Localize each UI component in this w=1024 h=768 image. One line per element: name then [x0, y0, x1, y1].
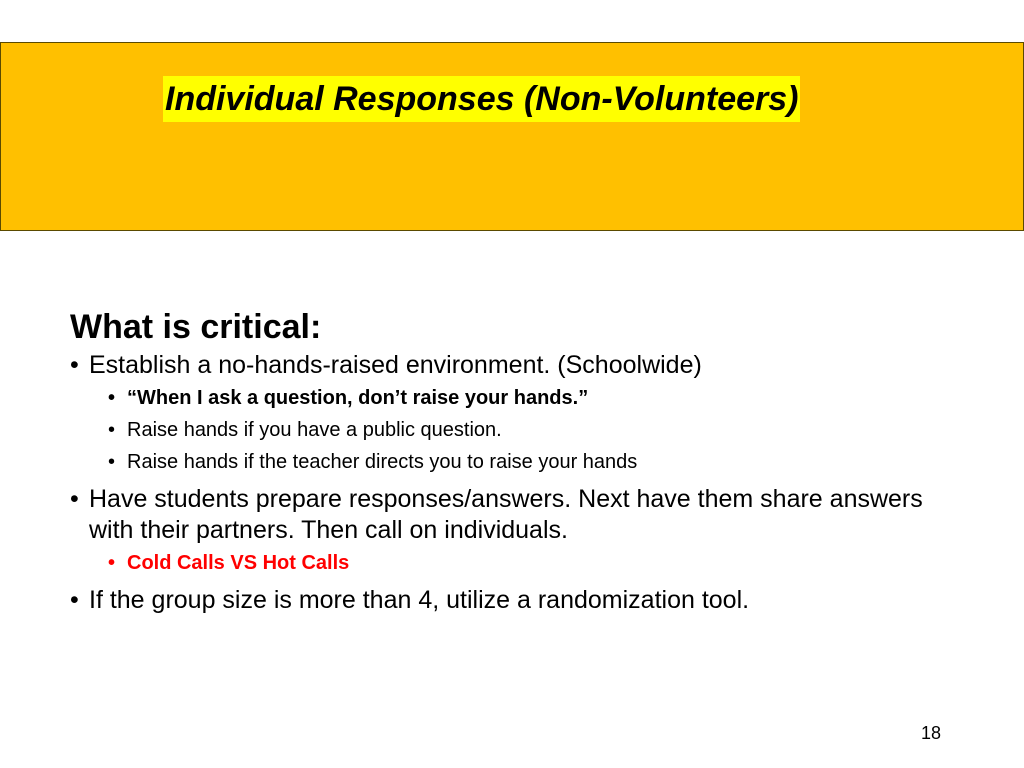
slide-title: Individual Responses (Non-Volunteers)	[163, 76, 800, 122]
sub-bullet-text: Raise hands if you have a public question.	[127, 419, 502, 441]
page-number: 18	[921, 723, 942, 743]
header-band	[0, 42, 1024, 231]
bullet-list	[70, 350, 970, 616]
sub-bullet-dot: •	[108, 451, 116, 473]
bullet-dot: •	[70, 485, 79, 513]
bullet-text: Have students prepare responses/answers. Next have them share answers with their partners. Then call on individuals.	[89, 485, 923, 544]
sub-bullet-item-highlight	[108, 547, 970, 579]
slide-content	[70, 306, 970, 622]
sub-bullet-item	[108, 446, 970, 478]
sub-bullet-list	[108, 382, 970, 478]
bullet-item-3	[70, 585, 970, 616]
bullet-text: Establish a no-hands-raised environment. (Schoolwide)	[89, 351, 702, 379]
sub-bullet-list	[108, 547, 970, 579]
bullet-item-2	[70, 484, 970, 579]
sub-bullet-dot: •	[108, 387, 116, 409]
sub-bullet-text: Cold Calls VS Hot Calls	[127, 552, 350, 574]
sub-bullet-dot: •	[108, 552, 116, 574]
bullet-dot: •	[70, 586, 79, 614]
bullet-dot: •	[70, 351, 79, 379]
section-heading: What is critical:	[70, 308, 322, 346]
bullet-text: If the group size is more than 4, utilize a randomization tool.	[89, 586, 750, 614]
bullet-item-1	[70, 350, 970, 478]
sub-bullet-dot: •	[108, 419, 116, 441]
sub-bullet-text: “When I ask a question, don’t raise your hands.”	[127, 387, 589, 409]
sub-bullet-item	[108, 414, 970, 446]
sub-bullet-item	[108, 382, 970, 414]
sub-bullet-text: Raise hands if the teacher directs you to raise your hands	[127, 451, 638, 473]
